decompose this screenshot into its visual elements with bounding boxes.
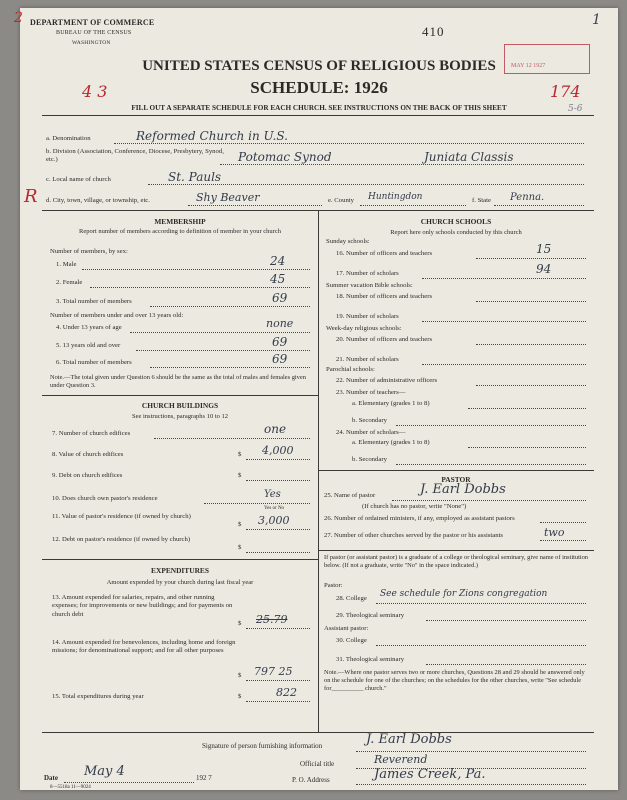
- denomination-line: [114, 143, 584, 144]
- q9-label: 9. Debt on church edifices: [52, 472, 123, 479]
- members-by-age: Number of members under and over 13 years old:: [50, 312, 184, 319]
- q11-line: [246, 529, 310, 530]
- q12-dollar: $: [238, 544, 242, 551]
- q2-label: 2. Female: [56, 279, 83, 286]
- members-by-sex: Number of members, by sex:: [50, 248, 128, 255]
- q1-value: 24: [270, 254, 286, 268]
- q4-label: 4. Under 13 years of age: [56, 324, 122, 331]
- q24a-line: [468, 447, 586, 448]
- division-line: [220, 164, 584, 165]
- q1-line: [82, 269, 310, 270]
- stamp-date: MAY 12 1927: [511, 63, 546, 69]
- q23a-label: a. Elementary (grades 1 to 8): [352, 400, 430, 407]
- q5-line: [136, 350, 310, 351]
- q7-line: [154, 438, 310, 439]
- q6-line: [150, 367, 310, 368]
- vacation-schools: Summer vacation Bible schools:: [326, 282, 413, 289]
- q19-label: 19. Number of scholars: [336, 313, 399, 320]
- q21-label: 21. Number of scholars: [336, 356, 399, 363]
- q11-label: 11. Value of pastor's residence (if owned by church): [52, 513, 191, 520]
- q14-label: 14. Amount expended for benevolences, including home and foreign missions; for denominational support; and for all other purposes: [52, 639, 236, 655]
- q13-label: 13. Amount expended for salaries, repairs, and other running expenses; for improvements or new buildings; and for payments on church debt: [52, 594, 233, 618]
- q3-value: 69: [272, 291, 288, 305]
- q9-line: [246, 480, 310, 481]
- bureau-city: WASHINGTON: [72, 40, 111, 46]
- signature-line: [356, 751, 586, 752]
- q25-hint: (If church has no pastor, write "None"): [362, 503, 467, 510]
- q2-value: 45: [270, 272, 286, 286]
- q10-line: [204, 503, 310, 504]
- q27-line: [540, 540, 586, 541]
- q23a-line: [468, 408, 586, 409]
- schools-heading: CHURCH SCHOOLS: [420, 217, 492, 226]
- q15-line: [246, 701, 310, 702]
- local-name-value: St. Pauls: [168, 170, 222, 184]
- division-value: Potomac Synod: [238, 150, 332, 164]
- q28-label: 28. College: [336, 595, 367, 602]
- po-address-label: P. O. Address: [292, 776, 330, 784]
- q23-label: 23. Number of teachers—: [336, 389, 406, 396]
- county-value: Huntingdon: [368, 192, 423, 202]
- q19-line: [422, 321, 586, 322]
- census-schedule-page: [14, 8, 618, 790]
- assistant-sublabel: Assistant pastor:: [324, 625, 369, 632]
- q2-line: [90, 287, 310, 288]
- membership-rule: [42, 395, 318, 396]
- weekday-schools: Week-day religious schools:: [326, 325, 402, 332]
- yes-or-no-hint: Yes or No: [264, 506, 285, 511]
- pastor-note: Note.—Where one pastor serves two or more churches, Questions 28 and 29 should be answered only on the schedule for one of the churches; on the schedules for the other churches, write "See schedule for__________ church.": [324, 669, 585, 692]
- q3-line: [150, 306, 310, 307]
- q13-dollar: $: [238, 620, 242, 627]
- date-year: 192 7: [196, 774, 212, 782]
- q24-label: 24. Number of scholars—: [336, 429, 406, 436]
- q5-label: 5. 13 years old and over: [56, 342, 121, 349]
- schools-subheading: Report here only schools conducted by this church: [390, 229, 522, 236]
- parochial-schools: Parochial schools:: [326, 366, 375, 373]
- header-rule: [42, 115, 594, 116]
- q30-line: [376, 645, 586, 646]
- schools-rule: [318, 470, 594, 471]
- q26-label: 26. Number of ordained ministers, if any, employed as assistant pastors: [324, 515, 515, 522]
- q4-value: none: [266, 317, 294, 330]
- q31-line: [426, 664, 586, 665]
- q11-dollar: $: [238, 521, 242, 528]
- expenditures-heading: EXPENDITURES: [151, 566, 209, 575]
- q17-value: 94: [536, 262, 552, 276]
- date-line: [64, 782, 194, 783]
- q6-value: 69: [272, 352, 288, 366]
- q16-label: 16. Number of officers and teachers: [336, 250, 433, 257]
- q14-value: 797 25: [254, 665, 293, 678]
- q31-label: 31. Theological seminary: [336, 656, 405, 663]
- q24b-label: b. Secondary: [352, 456, 387, 463]
- buildings-heading: CHURCH BUILDINGS: [141, 401, 219, 410]
- buildings-rule: [42, 559, 318, 560]
- q27-label: 27. Number of other churches served by the pastor or his assistants: [324, 532, 504, 539]
- denomination-value: Reformed Church in U.S.: [136, 129, 288, 143]
- buildings-subheading: See instructions, paragraphs 10 to 12: [131, 413, 229, 420]
- county-line: [360, 205, 466, 206]
- department-header: [30, 18, 154, 48]
- code-right-sub: 5-6: [568, 104, 583, 114]
- q10-value: Yes: [264, 489, 281, 500]
- instructions-line: FILL OUT A SEPARATE SCHEDULE FOR EACH CHURCH. SEE INSTRUCTIONS ON THE BACK OF THIS SHEET: [131, 104, 507, 112]
- q12-line: [246, 552, 310, 553]
- division-label: b. Division (Association, Conference, Diocese, Presbytery, Synod, etc.): [46, 148, 224, 164]
- q13-line: [246, 628, 310, 629]
- q7-value: one: [264, 422, 287, 436]
- local-name-line: [148, 184, 584, 185]
- division-value-red: Juniata Classis: [424, 150, 514, 164]
- graduate-instructions: If pastor (or assistant pastor) is a graduate of a college or theological seminary, give name of institution below. (If not a graduate, write "No" in the space indicated.): [324, 554, 589, 569]
- city-line: [188, 205, 322, 206]
- q22-label: 22. Number of administrative officers: [336, 377, 438, 384]
- q17-line: [422, 278, 586, 279]
- signature-value: J. Earl Dobbs: [366, 732, 452, 747]
- red-mark-top-left: 2: [14, 10, 23, 26]
- membership-heading: MEMBERSHIP: [154, 217, 206, 226]
- q23b-label: b. Secondary: [352, 417, 387, 424]
- date-value: May 4: [84, 764, 125, 779]
- po-address-value: James Creek, Pa.: [374, 767, 486, 782]
- q24a-label: a. Elementary (grades 1 to 8): [352, 439, 430, 446]
- bureau-name: BUREAU OF THE CENSUS: [56, 30, 132, 36]
- expenditures-subheading: Amount expended by your church during last fiscal year: [106, 579, 254, 586]
- q28-value: See schedule for Zions congregation: [380, 589, 548, 599]
- q15-label: 15. Total expenditures during year: [52, 693, 144, 700]
- local-name-label: c. Local name of church: [46, 176, 111, 183]
- q27-value: two: [544, 526, 565, 539]
- code-left: 4 3: [82, 82, 108, 101]
- q18-line: [476, 301, 586, 302]
- q21-line: [422, 364, 586, 365]
- q29-label: 29. Theological seminary: [336, 612, 405, 619]
- form-number: 410: [422, 24, 445, 39]
- state-label: f. State: [472, 197, 491, 204]
- pastor-rule: [318, 550, 594, 551]
- q20-label: 20. Number of officers and teachers: [336, 336, 433, 343]
- q15-dollar: $: [238, 693, 242, 700]
- q16-value: 15: [536, 242, 552, 256]
- q22-line: [476, 385, 586, 386]
- signature-label: Signature of person furnishing information: [202, 742, 323, 750]
- q10-label: 10. Does church own pastor's residence: [52, 495, 158, 502]
- q24b-line: [396, 464, 586, 465]
- q8-label: 8. Value of church edifices: [52, 451, 124, 458]
- footer-rule: [42, 732, 594, 733]
- q25-label: 25. Name of pastor: [324, 492, 376, 499]
- q25-line: [392, 500, 586, 501]
- date-label: Date: [44, 774, 58, 782]
- q8-value: 4,000: [262, 444, 294, 457]
- form-codes: 8—5518a 11—9024: [50, 785, 91, 790]
- schedule-title: SCHEDULE: 1926: [250, 78, 388, 97]
- state-value: Penna.: [510, 192, 545, 203]
- city-value: Shy Beaver: [196, 191, 260, 204]
- q3-label: 3. Total number of members: [56, 298, 132, 305]
- state-line: [494, 205, 584, 206]
- code-right: 174: [550, 82, 581, 101]
- form-title: UNITED STATES CENSUS OF RELIGIOUS BODIES: [142, 58, 496, 74]
- q15-value: 822: [276, 686, 297, 699]
- q20-line: [476, 344, 586, 345]
- county-label: e. County: [328, 197, 355, 204]
- q8-line: [246, 459, 310, 460]
- q18-label: 18. Number of officers and teachers: [336, 293, 433, 300]
- denomination-label: a. Denomination: [46, 135, 91, 142]
- q4-line: [130, 332, 310, 333]
- q7-label: 7. Number of church edifices: [52, 430, 131, 437]
- q11-value: 3,000: [258, 514, 290, 527]
- q16-line: [476, 258, 586, 259]
- po-address-line: [356, 784, 586, 785]
- q30-label: 30. College: [336, 637, 367, 644]
- pastor-heading: PASTOR: [441, 475, 471, 484]
- official-title-label: Official title: [300, 760, 335, 768]
- r-mark: R: [24, 186, 38, 207]
- q17-label: 17. Number of scholars: [336, 270, 399, 277]
- q25-value: J. Earl Dobbs: [420, 482, 506, 497]
- q9-dollar: $: [238, 472, 242, 479]
- membership-subheading: Report number of members according to definition of member in your church: [79, 228, 281, 235]
- q14-dollar: $: [238, 672, 242, 679]
- q26-line: [540, 522, 586, 523]
- official-title-value: Reverend: [374, 753, 428, 766]
- column-divider: [318, 210, 319, 732]
- q6-label: 6. Total number of members: [56, 359, 132, 366]
- city-label: d. City, town, village, or township, etc.: [46, 197, 150, 204]
- q13-value: 25.79: [256, 613, 288, 626]
- q23b-line: [396, 425, 586, 426]
- q8-dollar: $: [238, 451, 242, 458]
- q5-value: 69: [272, 335, 288, 349]
- sunday-schools: Sunday schools:: [326, 238, 370, 245]
- mark-top-right: 1: [592, 12, 601, 28]
- q14-line: [246, 680, 310, 681]
- q29-line: [426, 620, 586, 621]
- q1-label: 1. Male: [56, 261, 77, 268]
- membership-note: Note.—The total given under Question 6 should be the same as the total of males and females given under Question 3.: [50, 374, 306, 389]
- pastor-sublabel: Pastor:: [324, 582, 343, 589]
- department-name: DEPARTMENT OF COMMERCE: [30, 18, 155, 27]
- q28-line: [376, 603, 586, 604]
- q12-label: 12. Debt on pastor's residence (if owned by church): [52, 536, 191, 543]
